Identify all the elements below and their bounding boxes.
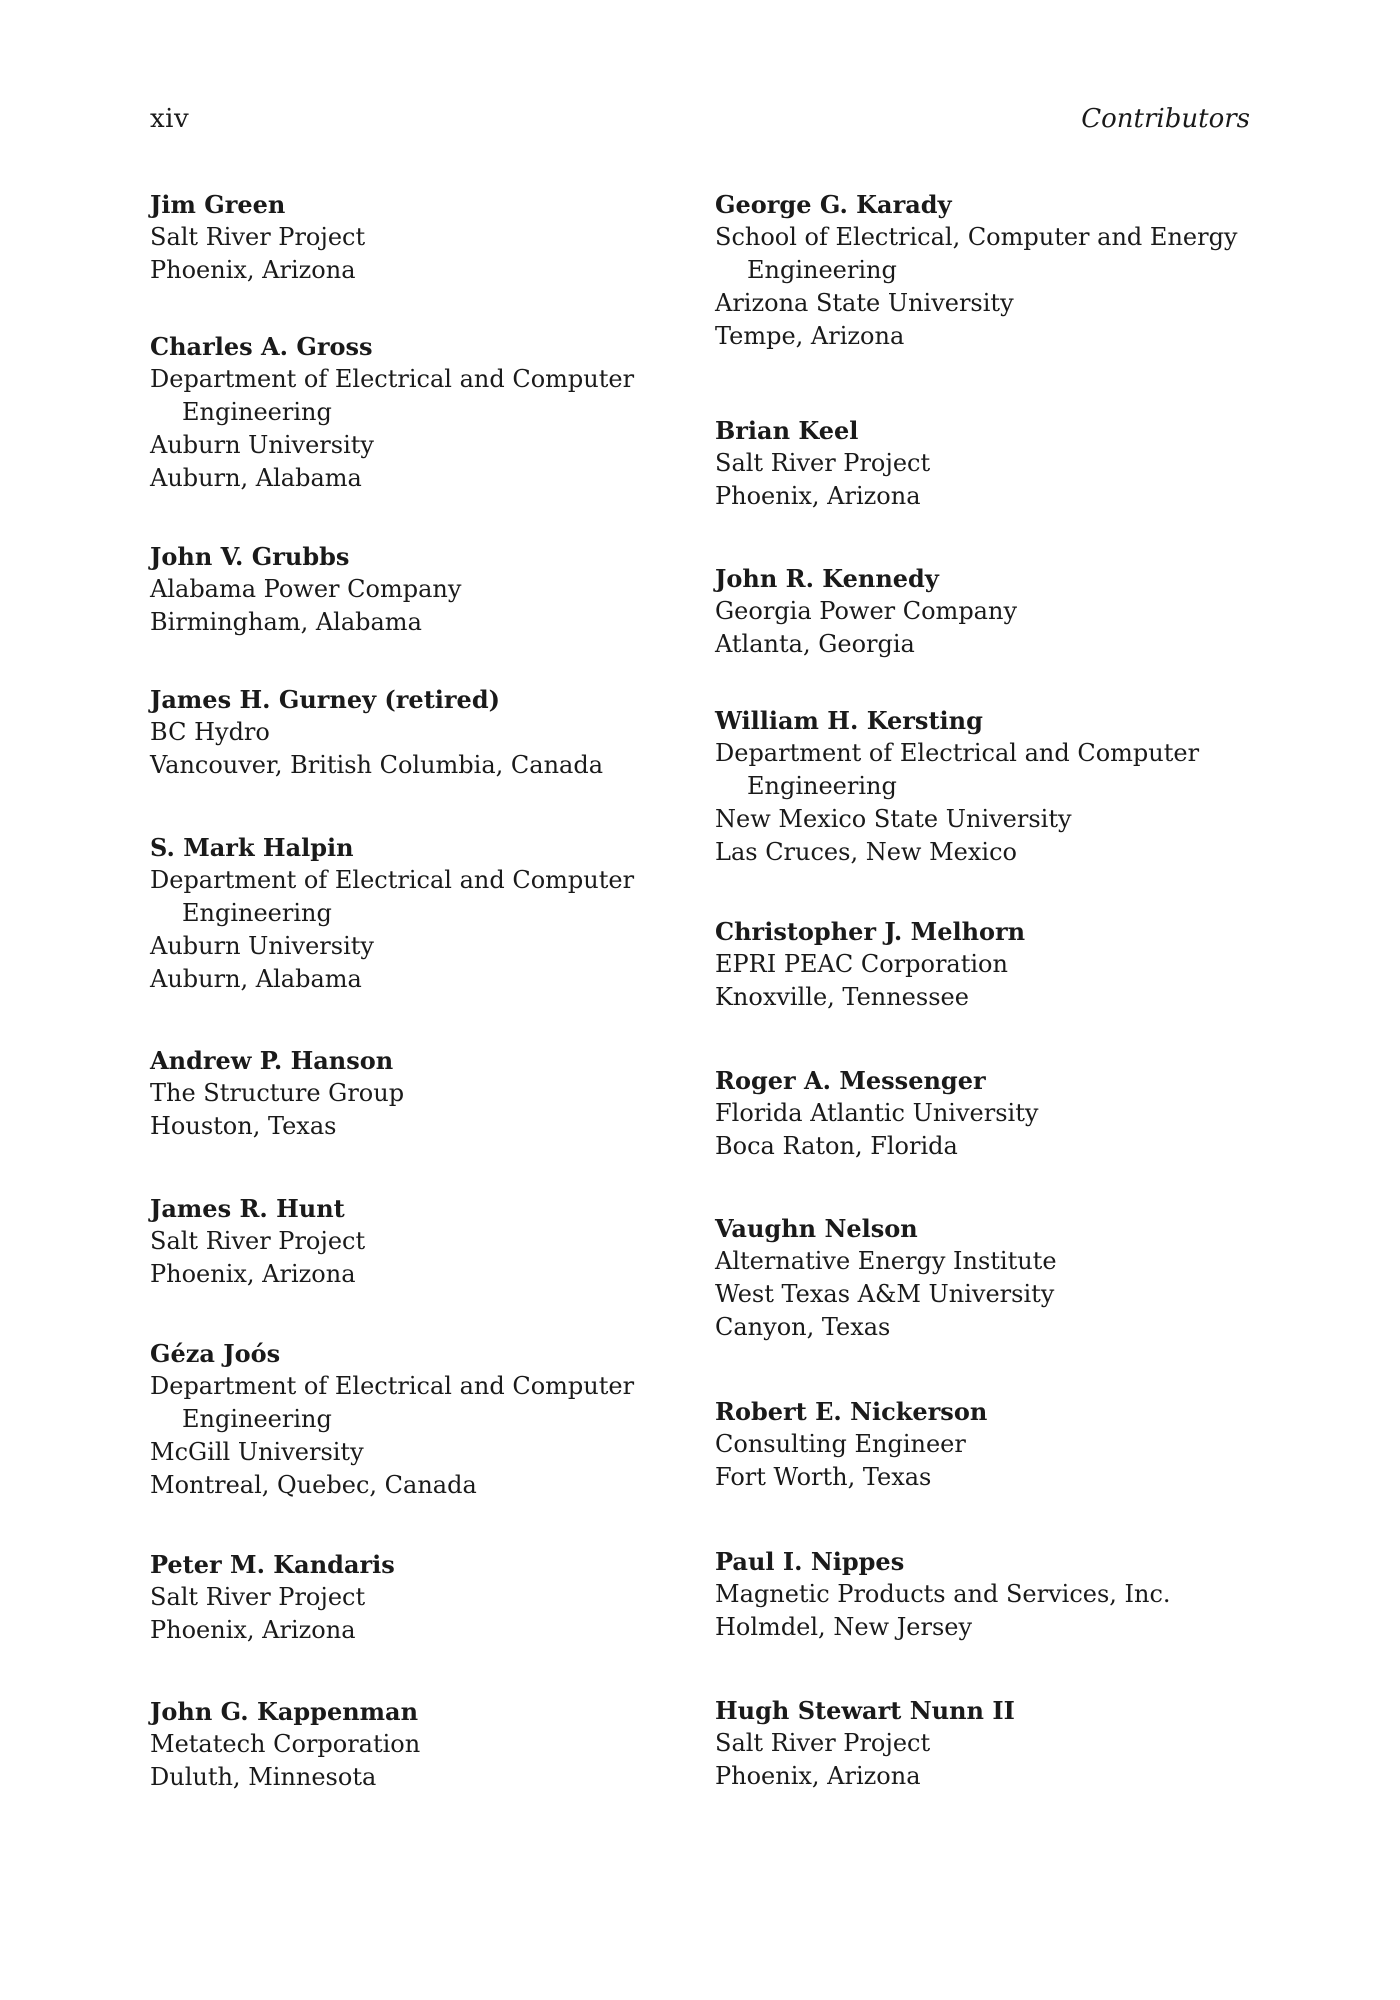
contributor-name: Andrew P. Hanson (150, 1046, 394, 1075)
contributor-affiliation-line: Houston, Texas (150, 1112, 337, 1140)
contributor-affiliation-line: Canyon, Texas (715, 1313, 891, 1341)
contributor-affiliation-line: Montreal, Quebec, Canada (150, 1471, 477, 1499)
contributor-affiliation-line: EPRI PEAC Corporation (715, 950, 1008, 978)
contributor-affiliation-line: Auburn, Alabama (150, 965, 362, 993)
contributor-affiliation-line: Auburn University (150, 932, 374, 960)
contributor-name: Christopher J. Melhorn (715, 917, 1026, 946)
contributor-entry (150, 330, 690, 495)
contributor-name: Paul I. Nippes (715, 1547, 905, 1576)
contributor-affiliation-line: Consulting Engineer (715, 1430, 966, 1458)
contributor-affiliation-line: Department of Electrical and Computer (715, 739, 1200, 767)
contributor-entry (150, 1337, 690, 1502)
contributor-name: Charles A. Gross (150, 332, 373, 361)
contributor-affiliation-line: Arizona State University (715, 289, 1014, 317)
contributor-name: Robert E. Nickerson (715, 1397, 988, 1426)
contributor-affiliation-line: Holmdel, New Jersey (715, 1613, 973, 1641)
contributor-affiliation-line: Fort Worth, Texas (715, 1463, 932, 1491)
contributor-affiliation-line: Salt River Project (715, 449, 931, 477)
contributor-affiliation-line: West Texas A&M University (715, 1280, 1055, 1308)
contributor-entry (715, 915, 1255, 1014)
contributor-name: Brian Keel (715, 416, 859, 445)
contributor-name: John G. Kappenman (150, 1697, 419, 1726)
contributor-entry (150, 1192, 690, 1291)
contributor-entry (150, 1044, 690, 1143)
contributor-entry (715, 704, 1255, 869)
contributor-affiliation-line: Department of Electrical and Computer (150, 1372, 635, 1400)
contributor-name: Vaughn Nelson (715, 1214, 918, 1243)
contributor-entry (150, 1695, 690, 1794)
contributor-affiliation-line: Engineering (747, 256, 897, 284)
contributor-name: Géza Joós (150, 1339, 281, 1368)
contributor-affiliation-line: BC Hydro (150, 718, 270, 746)
contributor-entry (715, 1545, 1255, 1644)
contributor-affiliation-line: Alternative Energy Institute (715, 1247, 1057, 1275)
contributor-entry (150, 831, 690, 996)
page-header (150, 104, 1250, 140)
contributor-affiliation-line: Engineering (747, 772, 897, 800)
contributor-affiliation-line: School of Electrical, Computer and Energy (715, 223, 1238, 251)
contributor-affiliation-line: Auburn University (150, 431, 374, 459)
contributor-affiliation-line: Tempe, Arizona (715, 322, 905, 350)
contributor-affiliation-line: Salt River Project (715, 1729, 931, 1757)
contributor-name: Hugh Stewart Nunn II (715, 1696, 1015, 1725)
contributor-affiliation-line: Auburn, Alabama (150, 464, 362, 492)
contributor-affiliation-line: Salt River Project (150, 1227, 366, 1255)
contributor-entry (150, 188, 690, 287)
contributor-name: William H. Kersting (715, 706, 983, 735)
contributor-affiliation-line: Salt River Project (150, 1583, 366, 1611)
contributor-name: John R. Kennedy (715, 564, 939, 593)
contributor-affiliation-line: Phoenix, Arizona (150, 1616, 356, 1644)
contributor-affiliation-line: Alabama Power Company (150, 575, 462, 603)
contributor-name: Roger A. Messenger (715, 1066, 986, 1095)
contributor-affiliation-line: Boca Raton, Florida (715, 1132, 958, 1160)
contributor-affiliation-line: New Mexico State University (715, 805, 1072, 833)
contributor-affiliation-line: Engineering (182, 899, 332, 927)
contributor-affiliation-line: McGill University (150, 1438, 364, 1466)
contributor-name: George G. Karady (715, 190, 952, 219)
contributor-affiliation-line: Phoenix, Arizona (715, 1762, 921, 1790)
contributor-entry (150, 683, 690, 782)
contributor-name: John V. Grubbs (150, 542, 350, 571)
contributor-affiliation-line: Phoenix, Arizona (150, 256, 356, 284)
contributor-affiliation-line: Florida Atlantic University (715, 1099, 1039, 1127)
contributor-affiliation-line: Las Cruces, New Mexico (715, 838, 1017, 866)
contributor-affiliation-line: Magnetic Products and Services, Inc. (715, 1580, 1171, 1608)
contributor-name: James H. Gurney (retired) (150, 685, 500, 714)
contributor-affiliation-line: Department of Electrical and Computer (150, 365, 635, 393)
contributor-name: Jim Green (150, 190, 286, 219)
contributor-affiliation-line: Department of Electrical and Computer (150, 866, 635, 894)
contributor-entry (715, 188, 1255, 353)
contributor-affiliation-line: The Structure Group (150, 1079, 405, 1107)
contributor-affiliation-line: Duluth, Minnesota (150, 1763, 377, 1791)
contributor-name: S. Mark Halpin (150, 833, 354, 862)
contributor-affiliation-line: Birmingham, Alabama (150, 608, 422, 636)
contributor-affiliation-line: Metatech Corporation (150, 1730, 421, 1758)
contributor-name: James R. Hunt (150, 1194, 345, 1223)
contributor-affiliation-line: Salt River Project (150, 223, 366, 251)
running-head: Contributors (1081, 104, 1250, 134)
contributor-affiliation-line: Vancouver, British Columbia, Canada (150, 751, 604, 779)
contributor-affiliation-line: Engineering (182, 398, 332, 426)
contributor-name: Peter M. Kandaris (150, 1550, 395, 1579)
contributor-entry (715, 1212, 1255, 1344)
contributor-entry (715, 562, 1255, 661)
contributor-affiliation-line: Georgia Power Company (715, 597, 1018, 625)
contributor-affiliation-line: Phoenix, Arizona (150, 1260, 356, 1288)
contributor-entry (150, 540, 690, 639)
contributor-entry (715, 414, 1255, 513)
contributor-affiliation-line: Engineering (182, 1405, 332, 1433)
contributor-affiliation-line: Phoenix, Arizona (715, 482, 921, 510)
contributor-entry (150, 1548, 690, 1647)
page-number: xiv (150, 104, 190, 134)
contributor-entry (715, 1694, 1255, 1793)
contributor-entry (715, 1395, 1255, 1494)
contributor-entry (715, 1064, 1255, 1163)
contributor-affiliation-line: Knoxville, Tennessee (715, 983, 969, 1011)
contributor-affiliation-line: Atlanta, Georgia (715, 630, 915, 658)
